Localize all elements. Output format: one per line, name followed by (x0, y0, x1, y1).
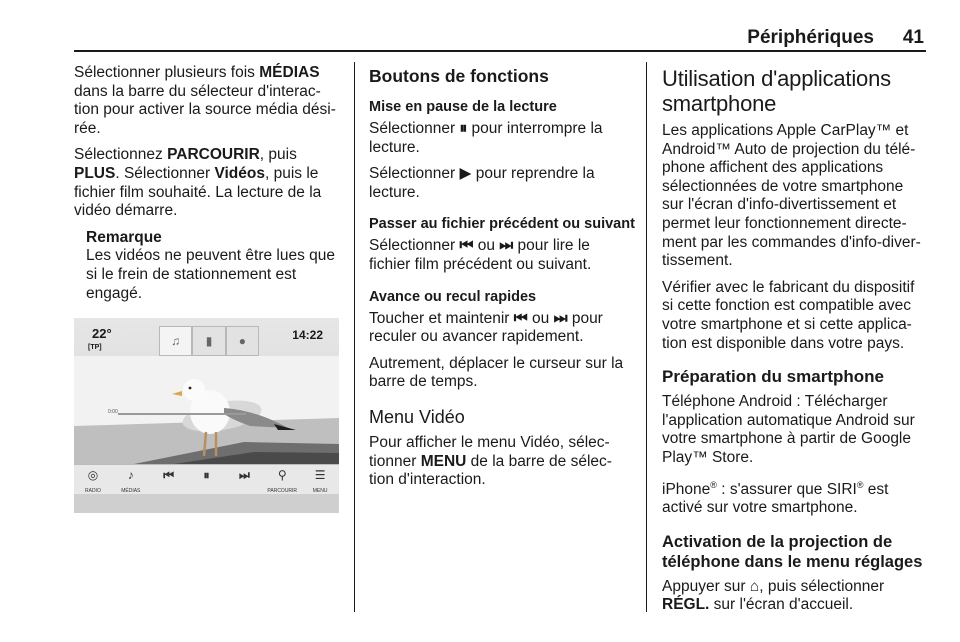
radio-dock-item: ◎ RADIO (74, 465, 112, 495)
play-icon: ▶ (459, 165, 472, 183)
infotainment-screen-illustration (74, 318, 339, 513)
paragraph-android: Téléphone Android : Télécharger l'application automatique Android sur votre smartphone à partir de Google Play™ Store. (662, 393, 915, 466)
column-1 (74, 64, 344, 303)
note-title: Remarque (86, 228, 162, 246)
scrub-time: 0:00 (108, 409, 118, 415)
screen-tabs (159, 326, 259, 356)
skip-back-icon: ⏮ (163, 468, 175, 482)
subheading-fast-forward: Avance ou recul rapides (369, 288, 537, 305)
clock-readout: 14:22 (292, 328, 323, 342)
paragraph-intro: Les applications Apple CarPlay™ et Android™ Auto de projection du télé-phone affichent des applications sélectionnées de votre smartphone sur l'écran d'info-divertissement et permet leur fonctionnement directe-ment par les commandes d'info-diver-tissement. (662, 122, 921, 270)
record-tab-icon: ● (226, 326, 259, 356)
paragraph-fast-forward: Toucher et maintenir ⏮ ou ⏭ pour reculer ou avancer rapidement. (369, 309, 603, 346)
search-icon: ⚲ (277, 468, 287, 482)
column-divider-1 (354, 62, 355, 612)
subheading-pause: Mise en pause de la lecture (369, 99, 557, 115)
note-text: Les vidéos ne peuvent être lues que si le frein de stationnement est engagé. (86, 247, 336, 302)
paragraph-activation: Appuyer sur ⌂, puis sélectionner RÉGL. sur l'écran d'accueil. (662, 577, 885, 614)
pause-dock-item (188, 465, 226, 495)
screen-status-bar (74, 318, 339, 356)
interaction-selector-bar (74, 464, 339, 495)
skip-forward-icon: ⏭ (499, 237, 514, 255)
radio-icon: ◎ (87, 468, 99, 482)
playback-scrubber (118, 413, 246, 415)
subheading-prepare: Préparation du smartphone (662, 367, 884, 387)
media-dock-item: ♪ MÉDIAS (112, 465, 150, 495)
tp-indicator: [TP] (88, 344, 102, 351)
section-heading-function-buttons: Boutons de fonctions (369, 66, 549, 86)
menu-dock-item: ☰ MENU (301, 465, 339, 495)
music-tab-icon: ♫ (159, 326, 192, 356)
previous-dock-item (150, 465, 188, 495)
next-dock-item (225, 465, 263, 495)
skip-back-icon: ⏮ (459, 237, 474, 255)
browse-dock-item: ⚲ PARCOURIR (263, 465, 301, 495)
paragraph-skip: Sélectionner ⏮ ou ⏭ pour lire le fichier film précédent ou suivant. (369, 237, 592, 273)
note-box (86, 229, 344, 303)
home-icon: ⌂ (749, 577, 760, 595)
temperature-readout: 22° (92, 326, 112, 341)
skip-back-icon: ⏮ (513, 309, 528, 327)
pause-icon: ⏸ (203, 468, 210, 482)
subheading-skip: Passer au fichier précédent ou suivant (369, 216, 635, 233)
paragraph-iphone: iPhone® : s'assurer que SIRI® est activé sur votre smartphone. (662, 479, 889, 517)
page-header (0, 0, 960, 48)
paragraph-resume: Sélectionner ▶ pour reprendre la lecture. (369, 165, 595, 201)
column-divider-2 (646, 62, 647, 612)
device-tab-icon: ▮ (192, 326, 225, 356)
paragraph-select-media: Sélectionner plusieurs fois MÉDIAS dans la barre du sélecteur d'interac-tion pour activer la source média dési-rée. (74, 64, 336, 137)
header-rule (74, 50, 926, 52)
column-3 (662, 64, 928, 623)
section-heading-smartphone-apps: Utilisation d'applications smartphone (662, 66, 891, 116)
video-frame-seagull (74, 356, 339, 464)
music-note-icon: ♪ (127, 468, 134, 482)
header-title: Périphériques (747, 27, 874, 48)
skip-forward-icon: ⏭ (238, 468, 250, 482)
skip-forward-icon: ⏭ (553, 309, 568, 327)
section-heading-video-menu: Menu Vidéo (369, 406, 465, 427)
subheading-activation: Activation de la projection de téléphone dans le menu réglages (662, 532, 923, 571)
paragraph-video-menu: Pour afficher le menu Vidéo, sélec-tionner MENU de la barre de sélec-tion d'interaction. (369, 433, 612, 489)
column-2 (369, 64, 635, 498)
paragraph-compatibility: Vérifier avec le fabricant du dispositif si cette fonction est compatible avec votre smartphone et si cette applica-tion est disponible dans votre pays. (662, 278, 915, 352)
paragraph-scrubber: Autrement, déplacer le curseur sur la barre de temps. (369, 354, 624, 391)
menu-icon: ☰ (314, 468, 326, 482)
pause-icon: ⏸ (459, 120, 468, 137)
paragraph-pause: Sélectionner ⏸ pour interrompre la lecture. (369, 120, 603, 156)
page-number: 41 (902, 27, 924, 48)
paragraph-browse: Sélectionnez PARCOURIR, puis PLUS. Sélectionner Vidéos, puis le fichier film souhaité. La lecture de la vidéo démarre. (74, 146, 322, 220)
